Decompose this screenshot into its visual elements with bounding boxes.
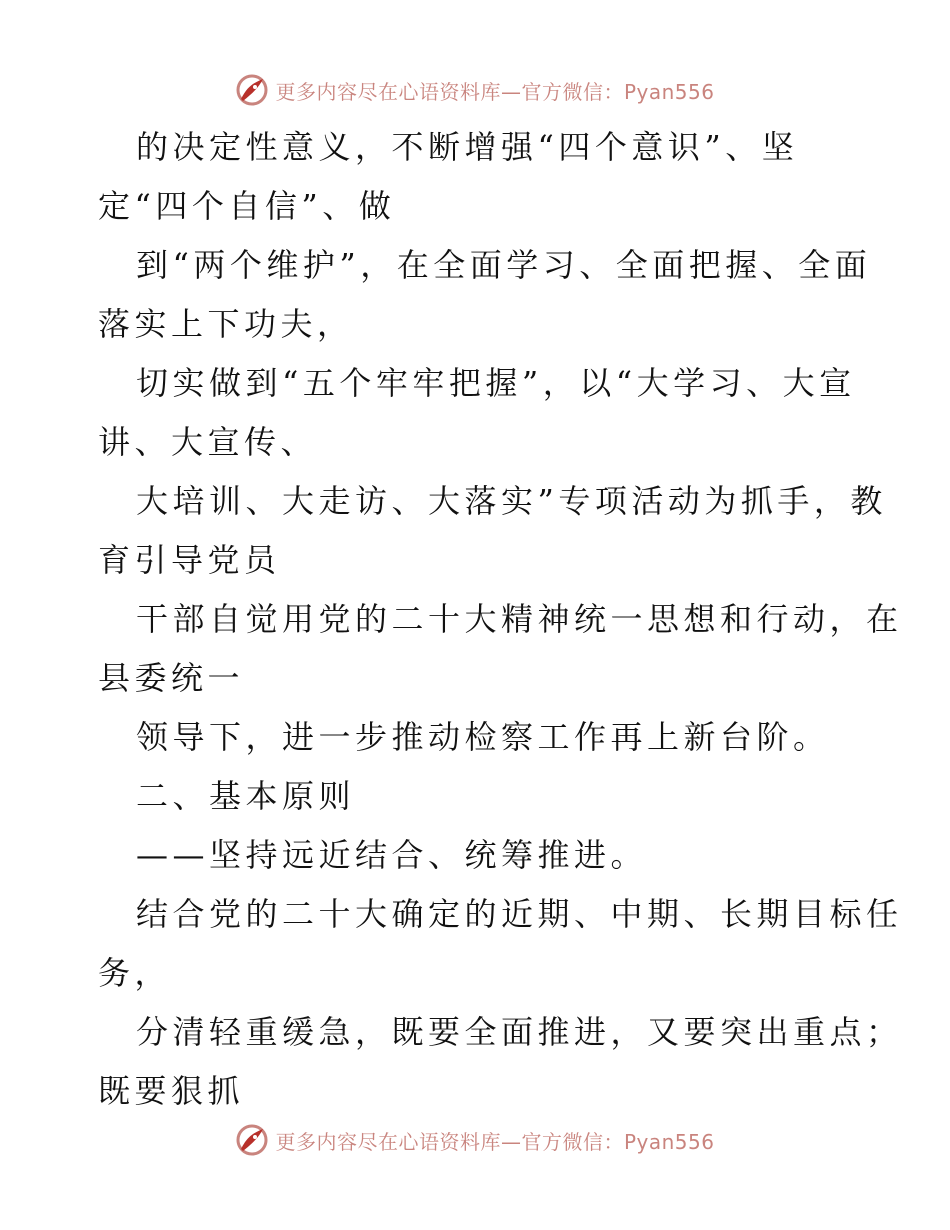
paragraph-first-line: 到“两个维护”，在全面学习、全面把握、全面	[136, 246, 872, 284]
pen-nib-logo-icon	[235, 73, 269, 107]
watermark-header	[0, 70, 950, 110]
paragraph-continuation-line: 育引导党员	[98, 541, 281, 579]
paragraph-first-line: ——坚持远近结合、统筹推进。	[136, 836, 648, 874]
paragraph-continuation-line: 定“四个自信”、做	[98, 187, 396, 225]
paragraph-continuation-line: 落实上下功夫，	[98, 305, 354, 343]
paragraph-continuation-line: 既要狠抓	[98, 1072, 245, 1110]
paragraph-first-line: 结合党的二十大确定的近期、中期、长期目标任	[136, 895, 903, 933]
paragraph-first-line: 大培训、大走访、大落实”专项活动为抓手，教	[136, 482, 887, 520]
paragraph-first-line: 切实做到“五个牢牢把握”，以“大学习、大宣	[136, 364, 856, 402]
watermark-text: 更多内容尽在心语资料库—官方微信：Pyan556	[275, 1129, 715, 1154]
paragraph-first-line: 二、基本原则	[136, 777, 356, 815]
watermark-text: 更多内容尽在心语资料库—官方微信：Pyan556	[275, 79, 715, 104]
paragraph-first-line: 领导下，进一步推动检察工作再上新台阶。	[136, 718, 830, 756]
paragraph-first-line: 分清轻重缓急，既要全面推进，又要突出重点；	[136, 1013, 903, 1051]
paragraph-first-line: 的决定性意义，不断增强“四个意识”、坚	[136, 128, 799, 166]
paragraph-continuation-line: 务，	[98, 954, 172, 992]
paragraph-continuation-line: 讲、大宣传、	[98, 423, 318, 461]
document-body	[98, 118, 903, 1121]
watermark-footer	[0, 1120, 950, 1160]
paragraph-continuation-line: 县委统一	[98, 659, 245, 697]
paragraph-first-line: 干部自觉用党的二十大精神统一思想和行动，在	[136, 600, 903, 638]
pen-nib-logo-icon	[235, 1123, 269, 1157]
